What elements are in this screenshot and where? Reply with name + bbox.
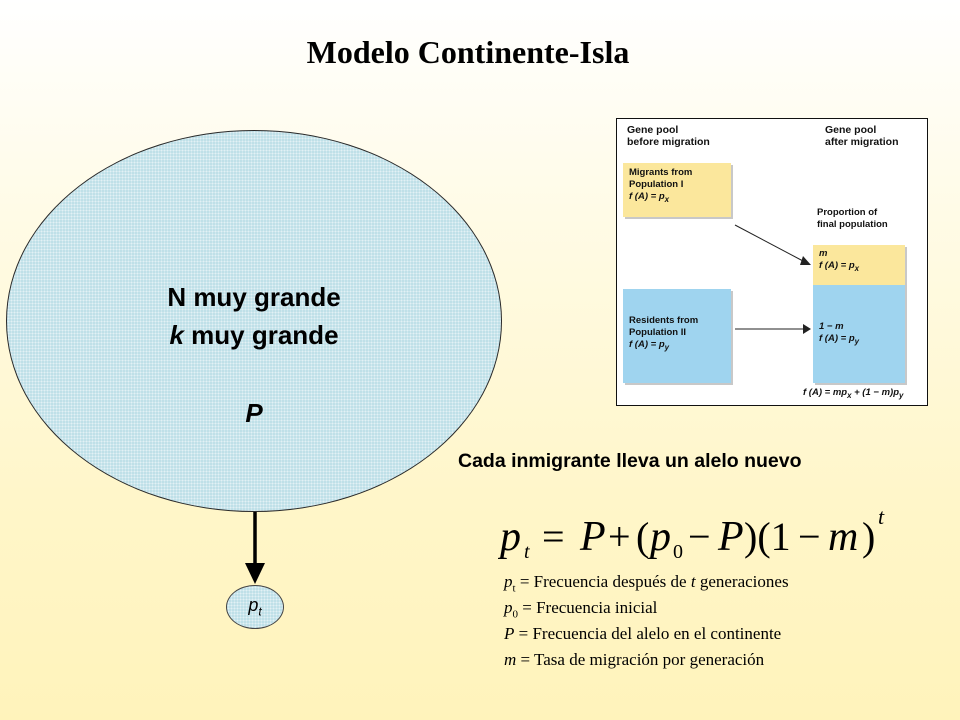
k-rest: muy grande: [183, 320, 339, 350]
legend-P: P = Frecuencia del alelo en el continente: [504, 624, 782, 643]
svg-text:t: t: [878, 506, 885, 529]
island-label: $p_t$: [248, 595, 262, 619]
migrants-label: Migrants from Population I: [629, 167, 693, 190]
page-title: Modelo Continente-Isla: [306, 34, 630, 70]
legend-pt: $p_t$ = Frecuencia después de t generaciones: [504, 572, 789, 595]
svg-text:P: P: [718, 514, 744, 560]
svg-text:−: −: [798, 514, 821, 559]
residents-frequency: f $(A) = p_y$: [629, 339, 670, 352]
svg-text:(: (: [636, 514, 650, 559]
island-population: [226, 585, 284, 629]
final-bottom-frequency: f $(A) = p_y$: [819, 333, 860, 346]
continent-size-label: N muy grande: [167, 282, 341, 312]
immigrant-note: Cada inmigrante lleva un alelo nuevo: [458, 450, 802, 472]
svg-text:+: +: [608, 514, 631, 559]
gene-flow-figure: [616, 118, 928, 406]
svg-text:m: m: [828, 514, 859, 560]
migrants-frequency: f $(A) = p_x$: [629, 191, 670, 204]
figure-arrows: [617, 119, 927, 405]
svg-text:): ): [862, 514, 876, 559]
svg-text:−: −: [688, 514, 711, 559]
legend-p0: $p_0$ = Frecuencia inicial: [504, 598, 658, 621]
svg-text:p: p: [650, 514, 671, 560]
svg-text:p: p: [500, 514, 521, 560]
legend-m: m = Tasa de migración por generación: [504, 650, 765, 669]
island-model-formula: [498, 506, 938, 564]
svg-text:0: 0: [673, 541, 683, 563]
final-frequency-equation: f $(A) = mp_x + (1 - m)p_y$: [803, 387, 904, 400]
svg-text:t: t: [524, 541, 530, 563]
svg-text:=: =: [542, 514, 565, 559]
residents-label: Residents from Population II: [629, 315, 699, 338]
final-1-minus-m-proportion: 1 − m: [819, 321, 844, 332]
svg-text:)(1: )(1: [744, 514, 791, 559]
final-m-proportion: m: [819, 248, 828, 259]
final-top-frequency: f $(A) = p_x$: [819, 260, 860, 273]
header-before-migration: Gene pool before migration: [627, 124, 710, 148]
svg-text:P: P: [580, 514, 606, 560]
header-after-migration: Gene pool after migration: [825, 124, 899, 148]
proportion-label: Proportion of final population: [817, 207, 888, 230]
continent-frequency-label: P: [245, 398, 263, 428]
k-symbol: k: [169, 320, 184, 350]
